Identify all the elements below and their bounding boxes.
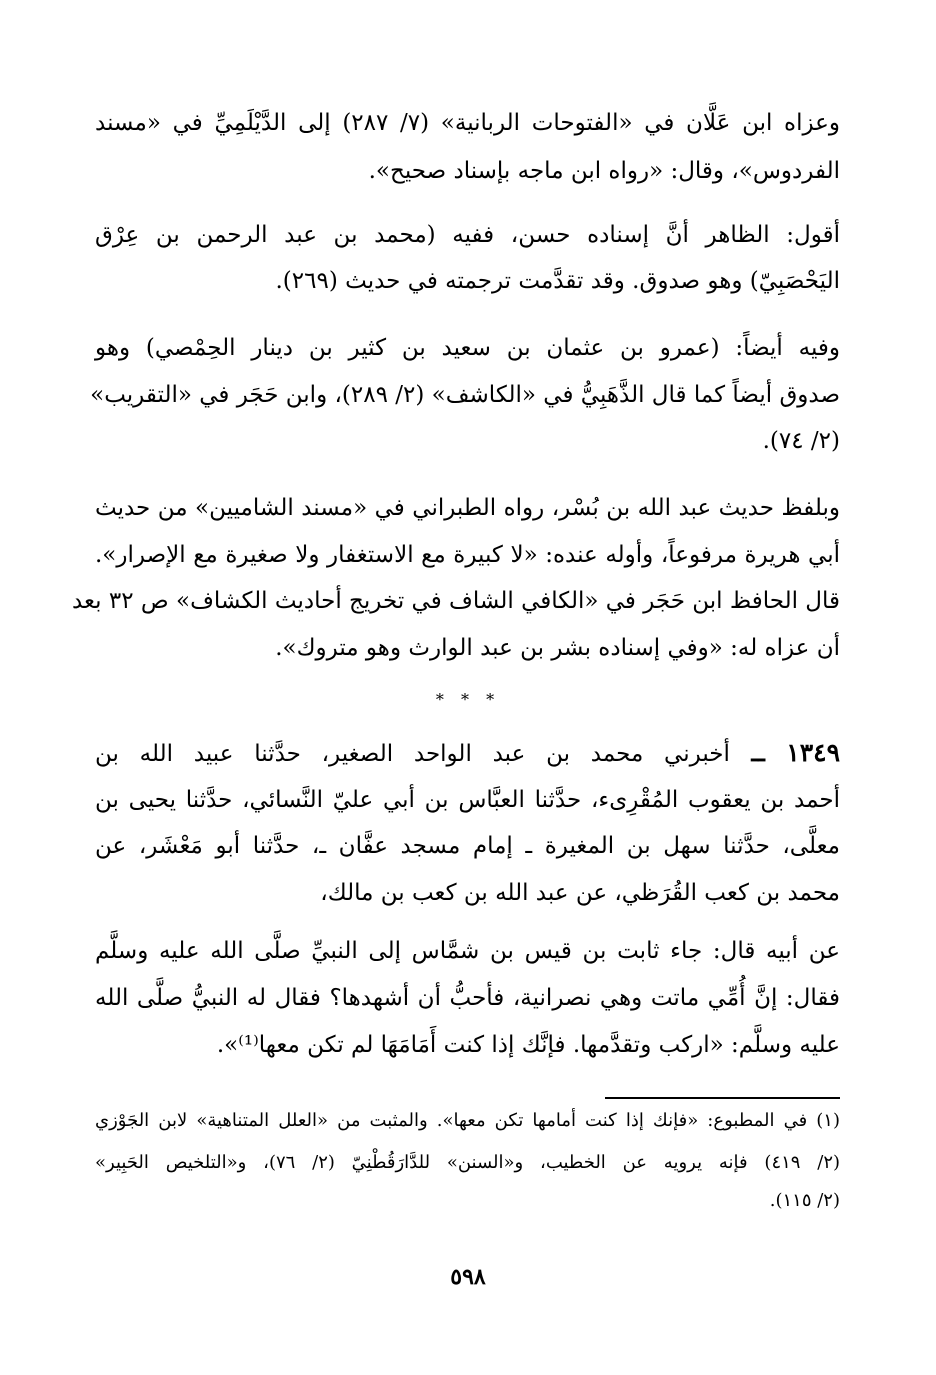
paragraph-line: أن عزاه له: «وفي إسناده بشر بن عبد الوارث وهو متروك». <box>275 635 840 661</box>
page-number: ٥٩٨ <box>450 1264 486 1290</box>
paragraph-line: وفيه أيضاً: (عمرو بن عثمان بن سعيد بن كثير بن دينار الحِمْصي) وهو <box>95 335 840 361</box>
paragraph-line: اليَحْصَبِيّ) وهو صدوق. وقد تقدَّمت ترجمته في حديث (٢٦٩). <box>275 268 840 294</box>
paragraph-line: فقال: إنَّ أُمِّي ماتت وهي نصرانية، فأحبُّ أن أشهدها؟ فقال له النبيُّ صلَّى الله <box>95 985 840 1011</box>
paragraph-line: صدوق أيضاً كما قال الذَّهَبِيُّ في «الكاشف» (٢/ ٢٨٩)، وابن حَجَر في «التقريب» <box>90 382 840 408</box>
hadith-first-line: ١٣٤٩ ــ أخبرني محمد بن عبد الواحد الصغير، حدَّثنا عبيد الله بن <box>95 738 840 767</box>
paragraph-line: أبي هريرة مرفوعاً، وأوله عنده: «لا كبيرة مع الاستغفار ولا صغيرة مع الإصرار». <box>95 542 840 568</box>
paragraph-line: وبلفظ حديث عبد الله بن بُسْر، رواه الطبراني في «مسند الشاميين» من حديث <box>95 495 840 521</box>
paragraph-line: أقول: الظاهر أنَّ إسناده حسن، ففيه (محمد بن عبد الرحمن بن عِرْق <box>95 222 840 248</box>
paragraph-line: (٢/ ٧٤). <box>762 428 840 454</box>
footnote-divider <box>605 1097 840 1099</box>
paragraph-line: معلَّى، حدَّثنا سهل بن المغيرة ـ إمام مسجد عفَّان ـ، حدَّثنا أبو مَعْشَر، عن <box>95 833 840 859</box>
paragraph-line: وعزاه ابن عَلَّان في «الفتوحات الربانية» (٧/ ٢٨٧) إلى الدَّيْلَمِيِّ في «مسند <box>95 110 841 136</box>
paragraph-line: محمد بن كعب القُرَظي، عن عبد الله بن كعب بن مالك، <box>320 880 840 906</box>
section-separator: * * * <box>435 690 501 709</box>
paragraph-line: أحمد بن يعقوب المُقْرِىء، حدَّثنا العبَّاس بن أبي عليّ النَّسائي، حدَّثنا يحيى بن <box>95 787 840 813</box>
footnote-line: (٢/ ١١٥). <box>769 1190 840 1211</box>
hadith-text: أخبرني محمد بن عبد الواحد الصغير، حدَّثنا عبيد الله بن <box>95 741 730 767</box>
paragraph-line: عن أبيه قال: جاء ثابت بن قيس بن شمَّاس إلى النبيِّ صلَّى الله عليه وسلَّم <box>95 938 840 964</box>
footnote-line: (١) في المطبوع: «فإنك إذا كنت أمامها تكن معها». والمثبت من «العلل المتناهية» لابن الجَوْزي <box>95 1110 840 1131</box>
paragraph-line: قال الحافظ ابن حَجَر في «الكافي الشاف في تخريج أحاديث الكشاف» ص ٣٢ بعد <box>71 588 840 614</box>
hadith-number: ١٣٤٩ <box>786 738 840 767</box>
paragraph-line: الفردوس»، وقال: «رواه ابن ماجه بإسناد صحيح». <box>368 158 840 184</box>
footnote-line: (٢/ ٤١٩) فإنه يرويه عن الخطيب، و«السنن» للدَّارَقُطْنِيّ (٢/ ٧٦)، و«التلخيص الحَبِير» <box>95 1152 841 1173</box>
paragraph-line: عليه وسلَّم: «اركب وتقدَّمها. فإنَّك إذا كنت أَمَامَهَا لم تكن معها⁽¹⁾». <box>216 1032 840 1058</box>
